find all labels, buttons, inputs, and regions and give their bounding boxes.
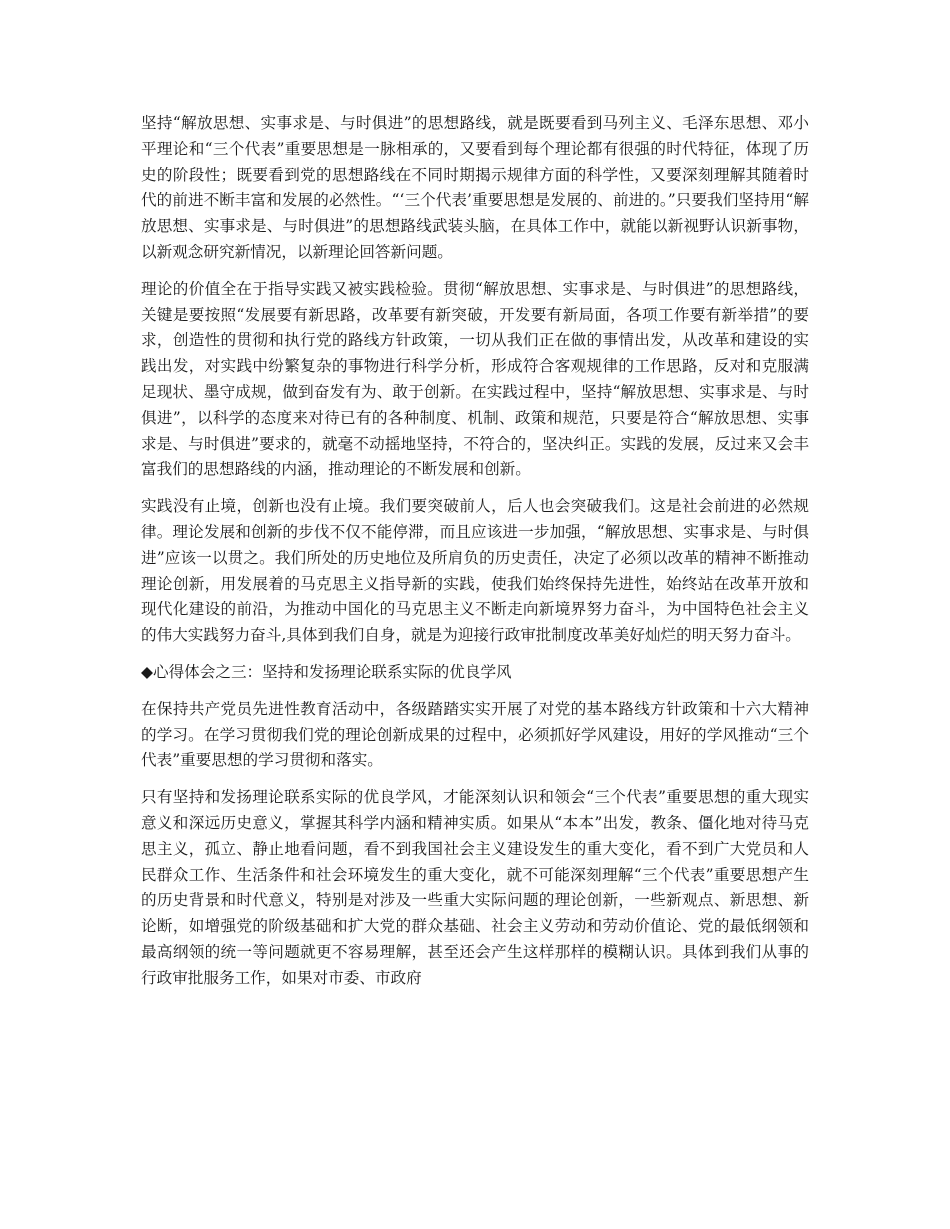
document-body — [141, 111, 809, 1003]
paragraph-innovation: 实践没有止境，创新也没有止境。我们要突破前人，后人也会突破我们。这是社会前进的必然规律。理论发展和创新的步伐不仅不能停滞，而且应该进一步加强，“解放思想、实事求是、与时俱进”应该一以贯之。我们所处的历史地位及所肩负的历史责任，决定了必须以改革的精神不断推动理论创新，用发展着的马克思主义指导新的实践，使我们始终保持先进性，始终站在改革开放和现代化建设的前沿，为推动中国化的马克思主义不断走向新境界努力奋斗，为中国特色社会主义的伟大实践努力奋斗,具体到我们自身，就是为迎接行政审批制度改革美好灿烂的明天努力奋斗。 — [141, 497, 809, 645]
paragraph-study-style: 在保持共产党员先进性教育活动中，各级踏踏实实开展了对党的基本路线方针政策和十六大精神的学习。在学习贯彻我们党的理论创新成果的过程中，必须抓好学风建设，用好的学风推动“三个代表”重要思想的学习贯彻和落实。 — [141, 699, 809, 770]
paragraph-theory-practice: 只有坚持和发扬理论联系实际的优良学风，才能深刻认识和领会“三个代表”重要思想的重大现实意义和深远历史意义，掌握其科学内涵和精神实质。如果从“本本”出发，教条、僵化地对待马克思主义，孤立、静止地看问题，看不到我国社会主义建设发生的重大变化，看不到广大党员和人民群众工作、生活条件和社会环境发生的重大变化，就不可能深刻理解“三个代表”重要思想产生的历史背景和时代意义，特别是对涉及一些重大实际问题的理论创新，一些新观点、新思想、新论断，如增强党的阶级基础和扩大党的群众基础、社会主义劳动和劳动价值论、党的最低纲领和最高纲领的统一等问题就更不容易理解，甚至还会产生这样那样的模糊认识。具体到我们从事的行政审批服务工作，如果对市委、市政府 — [141, 788, 809, 987]
section-heading: ◆心得体会之三：坚持和发扬理论联系实际的优良学风 — [141, 662, 512, 681]
paragraph-thought-line: 坚持“解放思想、实事求是、与时俱进”的思想路线，就是既要看到马列主义、毛泽东思想、邓小平理论和“三个代表”重要思想是一脉相承的，又要看到每个理论都有很强的时代特征，体现了历史的阶段性；既要看到党的思想路线在不同时期揭示规律方面的科学性，又要深刻理解其随着时代的前进不断丰富和发展的必然性。“‘三个代表’重要思想是发展的、前进的。”只要我们坚持用“解放思想、实事求是、与时俱进”的思想路线武装头脑，在具体工作中，就能以新视野认识新事物，以新观念研究新情况，以新理论回答新问题。 — [141, 114, 809, 261]
paragraph-practice-value: 理论的价值全在于指导实践又被实践检验。贯彻“解放思想、实事求是、与时俱进”的思想路线，关键是要按照“发展要有新思路，改革要有新突破，开发要有新局面，各项工作要有新举措”的要求，创造性的贯彻和执行党的路线方针政策，一切从我们正在做的事情出发，从改革和建设的实践出发，对实践中纷繁复杂的事物进行科学分析，形成符合客观规律的工作思路，反对和克服满足现状、墨守成规，做到奋发有为、敢于创新。在实践过程中，坚持“解放思想、实事求是、与时俱进”，以科学的态度来对待已有的各种制度、机制、政策和规范，只要是符合“解放思想、实事求是、与时俱进”要求的，就毫不动摇地坚持，不符合的，坚决纠正。实践的发展，反过来又会丰富我们的思想路线的内涵，推动理论的不断发展和创新。 — [141, 279, 809, 479]
